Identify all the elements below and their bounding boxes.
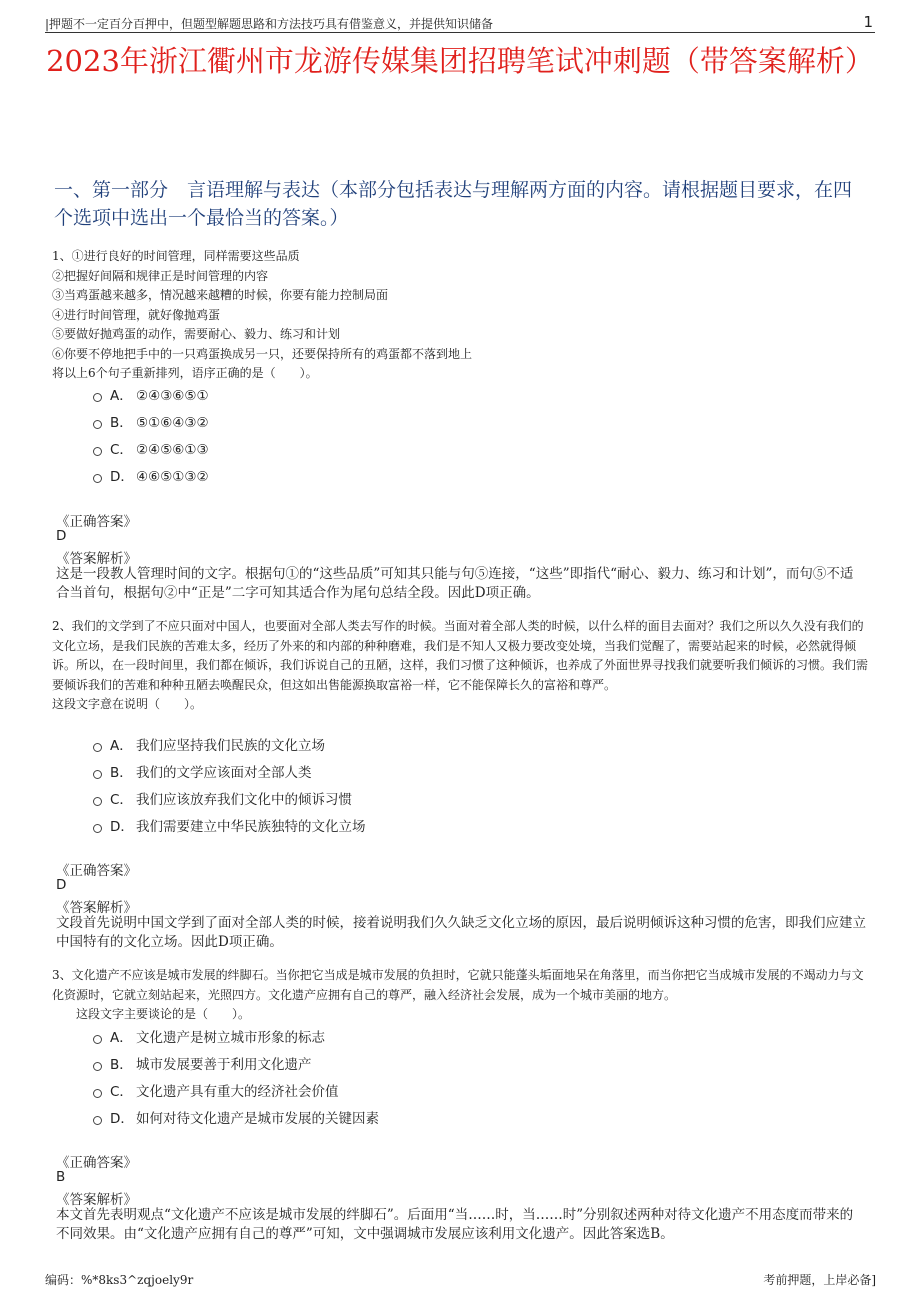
stem-paragraph: 2、我们的文学到了不应只面对中国人，也要面对全部人类去写作的时候。当面对着全部人类的时候，以什么样的面目去面对？我们之所以久久没有我们的文化立场，是我们民族的苦难太多，经历了外来的和内部的种种磨难，我们是不知人又极力要改变处境，当我们觉醒了，需要站起来的时候，必然就得倾诉。所以，在一段时间里，我们都在倾诉，我们诉说自己的丑陋，这样，我们习惯了这种倾诉，也养成了外面世界寻找我们就要听我们倾诉的习惯。我们需要倾诉我们的苦难和种种丑陋去唤醒民众，但这如出售能源换取富裕一样，它不能保障长久的富裕和尊严。 <box>52 619 869 692</box>
explanation-text: 本文首先表明观点“文化遗产不应该是城市发展的绊脚石”。后面用“当……时，当……时”分别叙述两种对待文化遗产不用态度而带来的不同效果。由“文化遗产应拥有自己的尊严”可知，文中强调城市发展应该利用文化遗产。因此答案选B。 <box>56 1207 854 1242</box>
question-1-stem <box>52 247 872 384</box>
q1-option-a[interactable]: A． ②④③⑥⑤① <box>93 387 209 405</box>
stem-paragraph: 3、文化遗产不应该是城市发展的绊脚石。当你把它当成是城市发展的负担时，它就只能蓬头垢面地呆在角落里，而当你把它当成城市发展的不竭动力与文化资源时，它就立刻站起来，光照四方。文化遗产应拥有自己的尊严，融入经济社会发展，成为一个城市美丽的地方。 <box>52 968 864 1002</box>
answer-value: B <box>56 1169 66 1185</box>
answer-value: D <box>56 528 67 544</box>
radio-icon[interactable] <box>93 1035 102 1044</box>
radio-icon[interactable] <box>93 770 102 779</box>
radio-icon[interactable] <box>93 474 102 483</box>
q3-option-a[interactable]: A． 文化遗产是树立城市形象的标志 <box>93 1029 325 1047</box>
explanation-text: 文段首先说明中国文学到了面对全部人类的时候，接着说明我们久久缺乏文化立场的原因，最后说明倾诉这种习惯的危害，即我们应建立中国特有的文化立场。因此D项正确。 <box>56 915 866 950</box>
question-2-stem <box>52 617 872 715</box>
footer-code: 编码：%*8ks3^zqjoely9r <box>45 1273 194 1287</box>
q3-option-c[interactable]: C． 文化遗产具有重大的经济社会价值 <box>93 1083 339 1101</box>
page-number: 1 <box>863 13 873 31</box>
stem-line: ②把握好间隔和规律正是时间管理的内容 <box>52 268 269 283</box>
document-title: 2023年浙江衢州市龙游传媒集团招聘笔试冲刺题（带答案解析） <box>46 44 874 78</box>
answer-label: 《正确答案》 <box>56 514 137 530</box>
section-heading: 一、第一部分 言语理解与表达（本部分包括表达与理解两方面的内容。请根据题目要求，在四个选项中选出一个最恰当的答案。） <box>54 179 853 229</box>
stem-line: 将以上6个句子重新排列，语序正确的是（ ）。 <box>52 366 318 380</box>
explanation-label: 《答案解析》 <box>56 551 137 567</box>
page-header <box>45 14 875 33</box>
header-note: |押题不一定百分百押中，但题型解题思路和方法技巧具有借鉴意义，并提供知识储备 <box>45 17 494 31</box>
radio-icon[interactable] <box>93 824 102 833</box>
radio-icon[interactable] <box>93 1062 102 1071</box>
q1-option-d[interactable]: D． ④⑥⑤①③② <box>93 468 209 486</box>
q1-option-c[interactable]: C． ②④⑤⑥①③ <box>93 441 209 459</box>
radio-icon[interactable] <box>93 797 102 806</box>
stem-line: 这段文字主要谈论的是（ ）。 <box>52 1007 251 1021</box>
radio-icon[interactable] <box>93 743 102 752</box>
radio-icon[interactable] <box>93 447 102 456</box>
explanation-label: 《答案解析》 <box>56 900 137 916</box>
stem-line: ⑤要做好抛鸡蛋的动作，需要耐心、毅力、练习和计划 <box>52 327 341 341</box>
stem-line: ③当鸡蛋越来越多，情况越来越糟的时候，你要有能力控制局面 <box>52 288 389 302</box>
footer-slogan: 考前押题，上岸必备] <box>763 1273 876 1287</box>
answer-label: 《正确答案》 <box>56 863 137 879</box>
stem-line: 1、①进行良好的时间管理，同样需要这些品质 <box>52 249 300 263</box>
stem-line: ⑥你要不停地把手中的一只鸡蛋换成另一只，还要保持所有的鸡蛋都不落到地上 <box>52 346 473 361</box>
q3-option-b[interactable]: B． 城市发展要善于利用文化遗产 <box>93 1056 312 1074</box>
q2-option-d[interactable]: D． 我们需要建立中华民族独特的文化立场 <box>93 818 366 836</box>
q1-option-b[interactable]: B． ⑤①⑥④③② <box>93 414 209 432</box>
stem-line: ④进行时间管理，就好像抛鸡蛋 <box>52 307 221 322</box>
radio-icon[interactable] <box>93 1116 102 1125</box>
explanation-text: 这是一段教人管理时间的文字。根据句①的“这些品质”可知其只能与句⑤连接，“这些”即指代“耐心、毅力、练习和计划”，而句⑤不适合当首句，根据句②中“正是”二字可知其适合作为尾句总结全段。因此D项正确。 <box>56 566 854 601</box>
answer-value: D <box>56 877 67 893</box>
answer-label: 《正确答案》 <box>56 1155 137 1171</box>
q2-option-a[interactable]: A． 我们应坚持我们民族的文化立场 <box>93 737 325 755</box>
radio-icon[interactable] <box>93 1089 102 1098</box>
q3-option-d[interactable]: D． 如何对待文化遗产是城市发展的关键因素 <box>93 1110 379 1128</box>
radio-icon[interactable] <box>93 420 102 429</box>
q2-option-b[interactable]: B． 我们的文学应该面对全部人类 <box>93 764 312 782</box>
explanation-label: 《答案解析》 <box>56 1192 137 1208</box>
q2-option-c[interactable]: C． 我们应该放弃我们文化中的倾诉习惯 <box>93 791 352 809</box>
stem-line: 这段文字意在说明（ ）。 <box>52 697 203 711</box>
question-3-stem <box>52 966 872 1025</box>
radio-icon[interactable] <box>93 393 102 402</box>
